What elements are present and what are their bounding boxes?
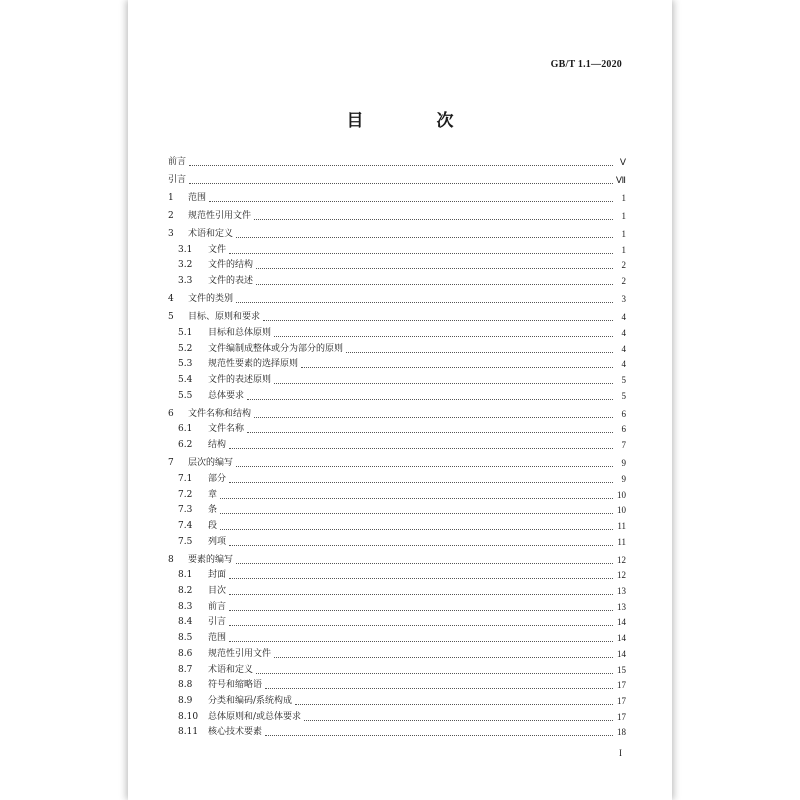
toc-entry-page: 2 — [621, 276, 626, 287]
toc-entry-page: 1 — [621, 244, 626, 255]
dot-leader — [254, 417, 613, 418]
toc-entry-page: 4 — [621, 359, 626, 370]
dot-leader — [220, 529, 613, 530]
toc-entry[interactable] — [168, 404, 626, 420]
toc-entry-page: 1 — [621, 229, 626, 239]
dot-leader — [254, 219, 613, 220]
toc-entry-label: 术语和定义 — [188, 229, 234, 239]
toc-entry[interactable] — [168, 386, 626, 402]
toc-entry[interactable] — [168, 723, 626, 739]
toc-entry-label: 层次的编写 — [188, 458, 234, 469]
toc-entry[interactable] — [168, 566, 626, 582]
dot-leader — [189, 183, 613, 184]
toc-entry-page: 10 — [617, 489, 626, 500]
toc-entry[interactable] — [168, 516, 626, 532]
toc-entry-label: 封面 — [208, 570, 227, 581]
toc-entry-page: 14 — [617, 648, 626, 659]
toc-entry-page: Ⅶ — [615, 174, 626, 185]
dot-leader — [274, 383, 613, 384]
toc-entry-label: 范围 — [208, 633, 227, 644]
toc-entry-number: 7 — [168, 458, 174, 469]
dot-leader — [229, 482, 613, 483]
dot-leader — [229, 641, 613, 642]
toc-entry-number: 7.1 — [178, 473, 193, 484]
toc-entry-number: 7.5 — [178, 536, 193, 547]
toc-entry-number: 8.5 — [178, 633, 193, 644]
toc-entry-page: 11 — [617, 520, 626, 531]
toc-entry-page: 13 — [617, 586, 626, 597]
toc-entry-page: Ⅴ — [619, 156, 626, 167]
toc-entry-label: 目标、原则和要求 — [188, 312, 261, 323]
document-page — [128, 0, 672, 800]
page-folio: I — [619, 748, 622, 758]
toc-entry-page: 1 — [621, 210, 626, 221]
toc-entry[interactable] — [168, 271, 626, 287]
toc-entry-label: 引言 — [168, 174, 187, 185]
toc-entry[interactable] — [168, 435, 626, 451]
toc-entry[interactable] — [168, 224, 626, 240]
toc-entry-number: 8.8 — [178, 680, 193, 691]
dot-leader — [304, 720, 613, 721]
toc-entry[interactable] — [168, 501, 626, 517]
dot-leader — [189, 165, 613, 166]
toc-entry-page: 17 — [617, 695, 626, 706]
toc-entry-label: 前言 — [208, 601, 227, 612]
toc-entry-page: 5 — [621, 374, 626, 385]
toc-entry-page: 17 — [617, 680, 626, 691]
toc-entry-page: 6 — [621, 424, 626, 435]
toc-entry-label: 规范性引用文件 — [188, 210, 252, 221]
toc-entry-number: 8.6 — [178, 648, 193, 659]
toc-entry-number: 5.3 — [178, 359, 193, 370]
toc-entry-label: 文件 — [208, 244, 227, 255]
toc-entry[interactable] — [168, 581, 626, 597]
toc-entry[interactable] — [168, 644, 626, 660]
toc-entry-label: 符号和缩略语 — [208, 680, 263, 691]
toc-entry-label: 文件的类别 — [188, 294, 234, 305]
toc-entry[interactable] — [168, 339, 626, 355]
dot-leader — [346, 352, 613, 353]
toc-entry[interactable] — [168, 188, 626, 204]
toc-entry[interactable] — [168, 370, 626, 386]
toc-entry-label: 文件编制成整体或分为部分的原则 — [208, 343, 344, 354]
toc-entry-number: 2 — [168, 210, 174, 221]
toc-entry[interactable] — [168, 550, 626, 566]
toc-entry-number: 7.4 — [178, 520, 193, 531]
dot-leader — [229, 610, 613, 611]
toc-entry-page: 12 — [617, 570, 626, 581]
toc-entry-page: 12 — [617, 554, 626, 565]
toc-entry-page: 1 — [621, 192, 626, 203]
toc-entry-number: 7.3 — [178, 505, 193, 516]
toc-entry-label: 章 — [208, 489, 218, 500]
dot-leader — [256, 284, 613, 285]
dot-leader — [256, 673, 613, 674]
toc-entry-number: 3 — [168, 229, 174, 239]
toc-entry-page: 9 — [621, 473, 626, 484]
toc-entry-page: 17 — [617, 711, 626, 722]
toc-entry-label: 要素的编写 — [188, 554, 234, 565]
toc-entry-number: 8 — [168, 554, 174, 565]
toc-entry-page: 4 — [621, 343, 626, 354]
toc-entry-number: 1 — [168, 192, 174, 203]
dot-leader — [209, 201, 613, 202]
dot-leader — [229, 545, 613, 546]
toc-entry-label: 目标和总体原则 — [208, 327, 272, 338]
dot-leader — [247, 432, 613, 433]
toc-entry-number: 5.5 — [178, 390, 193, 401]
toc-entry[interactable] — [168, 420, 626, 436]
toc-entry[interactable] — [168, 597, 626, 613]
dot-leader — [236, 466, 613, 467]
dot-leader — [256, 268, 613, 269]
toc-entry-page: 7 — [621, 440, 626, 451]
toc-entry-label: 文件名称和结构 — [188, 408, 252, 419]
toc-entry-number: 8.10 — [178, 711, 199, 722]
toc-entry-label: 总体要求 — [208, 390, 245, 401]
toc-entry[interactable] — [168, 469, 626, 485]
toc-entry-label: 前言 — [168, 156, 187, 167]
toc-entry[interactable] — [168, 323, 626, 339]
toc-entry-page: 2 — [621, 260, 626, 271]
toc-entry-number: 3.2 — [178, 260, 193, 271]
toc-entry-number: 5.1 — [178, 327, 193, 338]
toc-entry[interactable] — [168, 289, 626, 305]
toc-entry[interactable] — [168, 628, 626, 644]
toc-entry-page: 14 — [617, 617, 626, 628]
toc-entry[interactable] — [168, 485, 626, 501]
toc-entry-label: 文件的表述原则 — [208, 374, 272, 385]
toc-entry[interactable] — [168, 355, 626, 371]
toc-entry-page: 9 — [621, 458, 626, 469]
toc-entry-number: 8.9 — [178, 695, 193, 706]
toc-entry-number: 8.1 — [178, 570, 193, 581]
dot-leader — [229, 253, 613, 254]
toc-entry[interactable] — [168, 613, 626, 629]
toc-entry[interactable] — [168, 308, 626, 324]
dot-leader — [229, 448, 613, 449]
toc-entry-label: 文件名称 — [208, 424, 245, 435]
toc-entry-number: 4 — [168, 294, 174, 305]
dot-leader — [220, 513, 613, 514]
toc-entry-number: 8.7 — [178, 664, 193, 675]
table-of-contents — [168, 152, 626, 738]
dot-leader — [236, 237, 613, 238]
toc-entry-page: 6 — [621, 408, 626, 419]
toc-entry-page: 13 — [617, 601, 626, 612]
toc-entry-page: 14 — [617, 633, 626, 644]
toc-entry-label: 条 — [208, 505, 218, 516]
toc-entry-label: 文件的表述 — [208, 276, 254, 287]
dot-leader — [236, 563, 613, 564]
toc-entry-number: 8.4 — [178, 617, 193, 628]
toc-entry[interactable] — [168, 170, 626, 186]
toc-entry-label: 范围 — [188, 192, 207, 203]
toc-entry-number: 5.4 — [178, 374, 193, 385]
toc-entry-page: 11 — [617, 536, 626, 547]
dot-leader — [247, 399, 613, 400]
toc-entry-page: 4 — [621, 327, 626, 338]
dot-leader — [229, 625, 613, 626]
toc-entry-page: 18 — [617, 727, 626, 738]
toc-entry[interactable] — [168, 532, 626, 548]
toc-entry-label: 规范性引用文件 — [208, 648, 272, 659]
toc-entry-label: 规范性要素的选择原则 — [208, 359, 299, 370]
toc-entry-number: 8.3 — [178, 601, 193, 612]
toc-title: 目 次 — [346, 111, 482, 131]
toc-entry[interactable] — [168, 240, 626, 256]
toc-entry-number: 5 — [168, 312, 174, 323]
toc-entry-number: 6 — [168, 408, 174, 419]
toc-entry-label: 文件的结构 — [208, 260, 254, 271]
dot-leader — [265, 688, 613, 689]
toc-entry-number: 7.2 — [178, 489, 193, 500]
toc-entry-page: 5 — [621, 390, 626, 401]
toc-entry-label: 分类和编码/系统构成 — [208, 695, 293, 706]
dot-leader — [301, 367, 613, 368]
toc-entry-number: 8.11 — [178, 727, 199, 738]
toc-entry-label: 引言 — [208, 617, 227, 628]
toc-entry-label: 核心技术要素 — [208, 727, 263, 738]
toc-entry-page: 3 — [621, 294, 626, 305]
toc-entry-number: 5.2 — [178, 343, 193, 354]
toc-entry-label: 部分 — [208, 473, 227, 484]
toc-entry[interactable] — [168, 152, 626, 168]
toc-entry-label: 总体原则和/或总体要求 — [208, 711, 302, 722]
dot-leader — [220, 498, 613, 499]
toc-entry-number: 6.2 — [178, 440, 193, 451]
dot-leader — [274, 336, 613, 337]
toc-entry[interactable] — [168, 707, 626, 723]
toc-entry-label: 列项 — [208, 536, 227, 547]
toc-entry-label: 段 — [208, 520, 218, 531]
dot-leader — [265, 735, 613, 736]
toc-entry-number: 8.2 — [178, 586, 193, 597]
dot-leader — [274, 657, 613, 658]
toc-entry[interactable] — [168, 256, 626, 272]
dot-leader — [229, 578, 613, 579]
toc-entry[interactable] — [168, 454, 626, 470]
toc-entry[interactable] — [168, 676, 626, 692]
toc-entry-number: 6.1 — [178, 424, 193, 435]
dot-leader — [229, 594, 613, 595]
toc-entry-label: 目次 — [208, 586, 227, 597]
toc-entry-page: 4 — [621, 312, 626, 323]
toc-entry-page: 15 — [617, 664, 626, 675]
dot-leader — [263, 320, 613, 321]
toc-entry[interactable] — [168, 660, 626, 676]
toc-entry-number: 3.3 — [178, 276, 193, 287]
toc-entry-label: 术语和定义 — [208, 664, 254, 675]
dot-leader — [236, 302, 613, 303]
toc-entry-label: 结构 — [208, 440, 227, 451]
toc-entry[interactable] — [168, 691, 626, 707]
toc-entry-page: 10 — [617, 505, 626, 516]
dot-leader — [295, 704, 613, 705]
toc-entry-number: 3.1 — [178, 244, 193, 255]
toc-entry[interactable] — [168, 206, 626, 222]
standard-code: GB/T 1.1—2020 — [550, 59, 622, 70]
